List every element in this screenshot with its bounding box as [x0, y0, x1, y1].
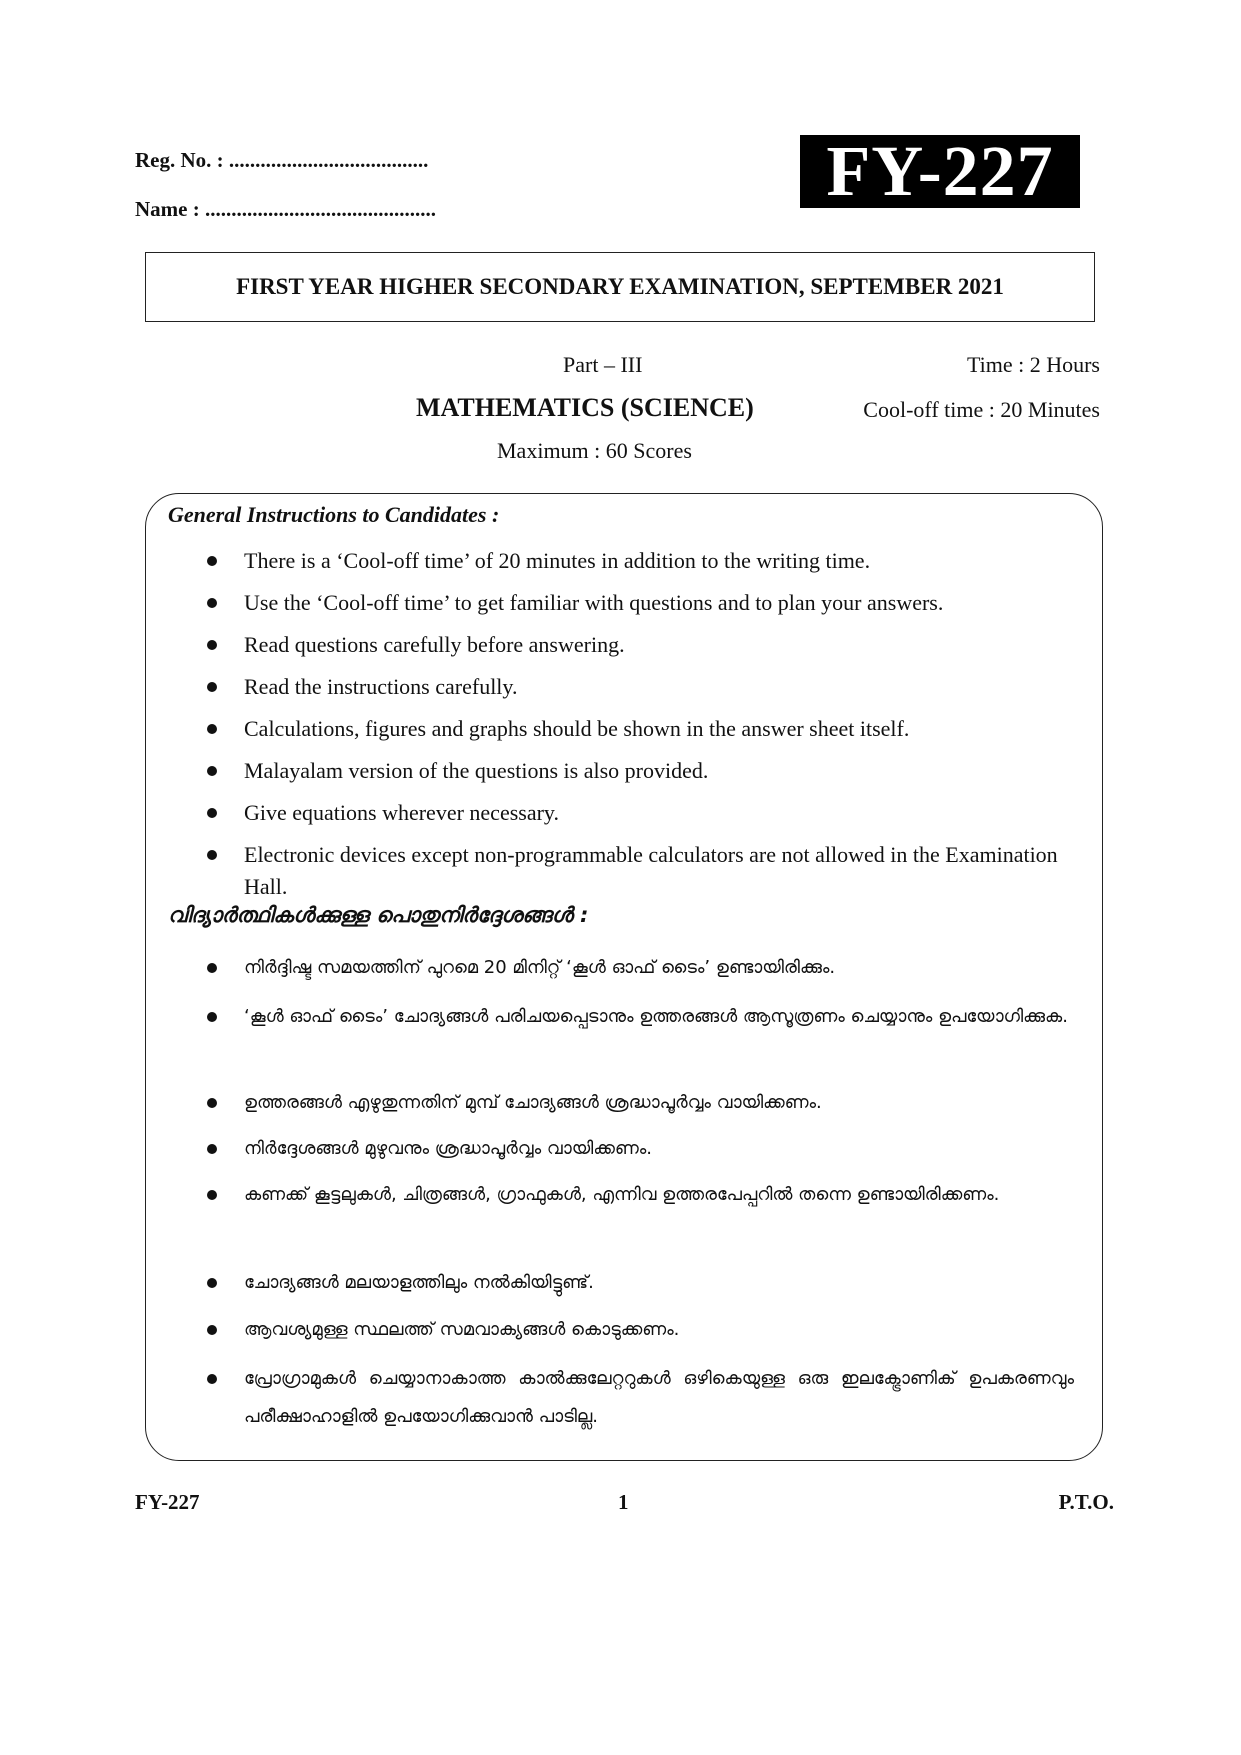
bullet-icon	[207, 1278, 217, 1288]
bullet-icon	[207, 1374, 217, 1384]
bullet-icon	[207, 963, 217, 973]
subject-title: MATHEMATICS (SCIENCE)	[416, 393, 754, 422]
bullet-icon	[207, 1144, 217, 1154]
bullet-icon	[207, 682, 217, 692]
bullet-icon	[207, 1012, 217, 1022]
malayalam-instruction-item: ചോദ്യങ്ങൾ മലയാളത്തിലും നൽകിയിട്ടുണ്ട്.	[244, 1272, 594, 1293]
malayalam-instruction-item: ഉത്തരങ്ങൾ എഴുതുന്നതിന് മുമ്പ് ചോദ്യങ്ങൾ ശ്രദ്ധാപൂർവ്വം വായിക്കണം.	[244, 1092, 822, 1113]
malayalam-instruction-item: പ്രോഗ്രാമുകൾ ചെയ്യാനാകാത്ത കാൽക്കുലേറ്ററുകൾ ഒഴികെയുള്ള ഒരു ഇലക്ട്രോണിക് ഉപകരണവും പരീക്ഷാഹാളിൽ ഉപയോഗിക്കുവാൻ പാടില്ല.	[244, 1368, 1074, 1427]
instruction-item: Give equations wherever necessary.	[244, 800, 559, 825]
bullet-icon	[207, 808, 217, 818]
malayalam-instruction-item: നിർദ്ദിഷ്ട സമയത്തിന് പുറമെ 20 മിനിറ്റ് ‘കൂൾ ഓഫ് ടൈം’ ഉണ്ടായിരിക്കും.	[244, 957, 836, 978]
name-field: Name : ............................................	[135, 197, 436, 221]
reg-no-field: Reg. No. : ......................................	[135, 148, 429, 172]
bullet-icon	[207, 1190, 217, 1200]
footer-paper-code: FY-227	[135, 1490, 200, 1514]
bullet-icon	[207, 598, 217, 608]
instruction-item: Malayalam version of the questions is also provided.	[244, 758, 709, 783]
instruction-item: Calculations, figures and graphs should be shown in the answer sheet itself.	[244, 716, 910, 741]
cool-off-label: Cool-off time : 20 Minutes	[863, 397, 1100, 422]
time-label: Time : 2 Hours	[966, 352, 1100, 377]
exam-title-box	[145, 252, 1095, 322]
bullet-icon	[207, 1098, 217, 1108]
instruction-item: Use the ‘Cool-off time’ to get familiar with questions and to plan your answers.	[244, 590, 944, 615]
instruction-item: Electronic devices except non-programmable calculators are not allowed in the Examination Hall.	[244, 842, 1058, 899]
instruction-item: Read questions carefully before answering.	[244, 632, 625, 657]
bullet-icon	[207, 1325, 217, 1335]
maximum-score-label: Maximum : 60 Scores	[497, 438, 692, 463]
part-label: Part – III	[563, 352, 643, 377]
malayalam-instruction-item: കണക്ക് കൂട്ടലുകൾ, ചിത്രങ്ങൾ, ഗ്രാഫുകൾ, എന്നിവ ഉത്തരപേപ്പറിൽ തന്നെ ഉണ്ടായിരിക്കണം.	[244, 1184, 1000, 1205]
malayalam-instruction-item: നിർദ്ദേശങ്ങൾ മുഴുവനും ശ്രദ്ധാപൂർവ്വം വായിക്കണം.	[244, 1138, 652, 1159]
bullet-icon	[207, 640, 217, 650]
exam-title: FIRST YEAR HIGHER SECONDARY EXAMINATION, SEPTEMBER 2021	[236, 274, 1004, 299]
page-number: 1	[618, 1490, 629, 1514]
bullet-icon	[207, 850, 217, 860]
malayalam-instructions-title: വിദ്യാർത്ഥികൾക്കുള്ള പൊതുനിർദ്ദേശങ്ങൾ :	[168, 903, 589, 927]
malayalam-instruction-item: ആവശ്യമുള്ള സ്ഥലത്ത് സമവാക്യങ്ങൾ കൊടുക്കണം.	[244, 1319, 680, 1340]
bullet-icon	[207, 724, 217, 734]
instructions-title: General Instructions to Candidates :	[168, 502, 500, 527]
instruction-item: There is a ‘Cool-off time’ of 20 minutes in addition to the writing time.	[244, 548, 871, 573]
pto-label: P.T.O.	[1058, 1490, 1114, 1514]
bullet-icon	[207, 556, 217, 566]
malayalam-instruction-item: ‘കൂൾ ഓഫ് ടൈം’ ചോദ്യങ്ങൾ പരിചയപ്പെടാനും ഉത്തരങ്ങൾ ആസൂത്രണം ചെയ്യാനും ഉപയോഗിക്കുക.	[244, 1006, 1068, 1027]
bullet-icon	[207, 766, 217, 776]
paper-code-badge: FY-227	[800, 135, 1080, 208]
instruction-item: Read the instructions carefully.	[244, 674, 518, 699]
